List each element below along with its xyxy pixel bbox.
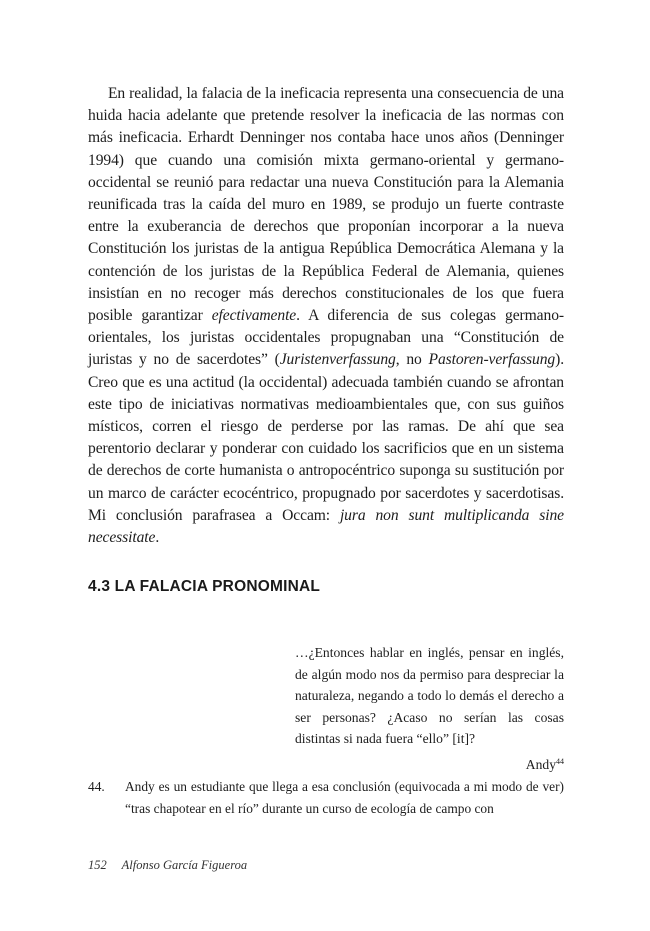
- footnote: [88, 776, 564, 819]
- footnote-number: 44.: [88, 779, 105, 794]
- paragraph-text-5: .: [155, 529, 160, 547]
- footer-author: Alfonso García Figueroa: [121, 858, 248, 872]
- page-number: 152: [88, 858, 107, 872]
- quote-attribution: [295, 751, 564, 775]
- footnote-text: Andy es un estudiante que llega a esa conclusión (equivocada a mi modo de ver) “tras chapotear en el río” durante un curso de ecología de campo con: [125, 779, 564, 816]
- paragraph-text-2: . A diferencia de sus colegas germano-orientales, los juristas occidentales propugnaban una “Constitución de juristas y no de sacerdotes” (: [88, 307, 564, 369]
- page-footer: [88, 858, 247, 873]
- paragraph-emphasis-2: Juristenverfassung: [279, 351, 396, 369]
- page-content: [88, 83, 564, 775]
- epigraph-quote: [295, 642, 564, 775]
- paragraph-emphasis-4: jura non sunt multiplicanda sine necessitate: [88, 506, 564, 547]
- quote-author: Andy: [525, 756, 556, 772]
- paragraph-emphasis-3: Pastoren-verfassung: [428, 351, 556, 369]
- paragraph-text-3: , no: [395, 351, 429, 369]
- body-paragraph: [88, 83, 564, 549]
- section-heading: 4.3 LA FALACIA PRONOMINAL: [88, 578, 321, 596]
- paragraph-text-1: En realidad, la falacia de la ineficacia representa una consecuencia de una huida hacia adelante que pretende resolver la ineficacia de las normas con más ineficacia. Erhardt Denninger nos contaba hace unos años (Denninger 1994) que cuando una comisión mixta germano-oriental y germano-occidental se reunió para redactar una nueva Constitución para la Alemania reunificada tras la caída del muro en 1989, se produjo un fuerte contraste entre la exuberancia de derechos que proponían incorporar a la nueva Constitución los juristas de la antigua República Democrática Alemana y la contención de los juristas de la República Federal de Alemania, quienes insistían en no recoger más derechos constitucionales de los que fuera posible garantizar: [88, 85, 564, 325]
- quote-text: …¿Entonces hablar en inglés, pensar en inglés, de algún modo nos da permiso para despreciar la naturaleza, negando a todo lo demás el derecho a ser personas? ¿Acaso no serían las cosas distintas si nada fuera “ello” [it]?: [295, 645, 564, 747]
- paragraph-emphasis-1: efectivamente: [211, 307, 297, 325]
- paragraph-text-4: ). Creo que es una actitud (la occidental) adecuada también cuando se afrontan este tipo de iniciativas normativas medioambientales que, con sus guiños místicos, corren el riesgo de perderse por las ramas. De ahí que sea perentorio declarar y ponderar con cuidado los sacrificios que en un sistema de derechos de corte humanista o antropocéntrico suponga su sustitución por un marco de carácter ecocéntrico, propugnado por sacerdotes y sacerdotisas. Mi conclusión parafrasea a Occam:: [88, 351, 565, 524]
- footnote-reference[interactable]: 44: [556, 756, 564, 766]
